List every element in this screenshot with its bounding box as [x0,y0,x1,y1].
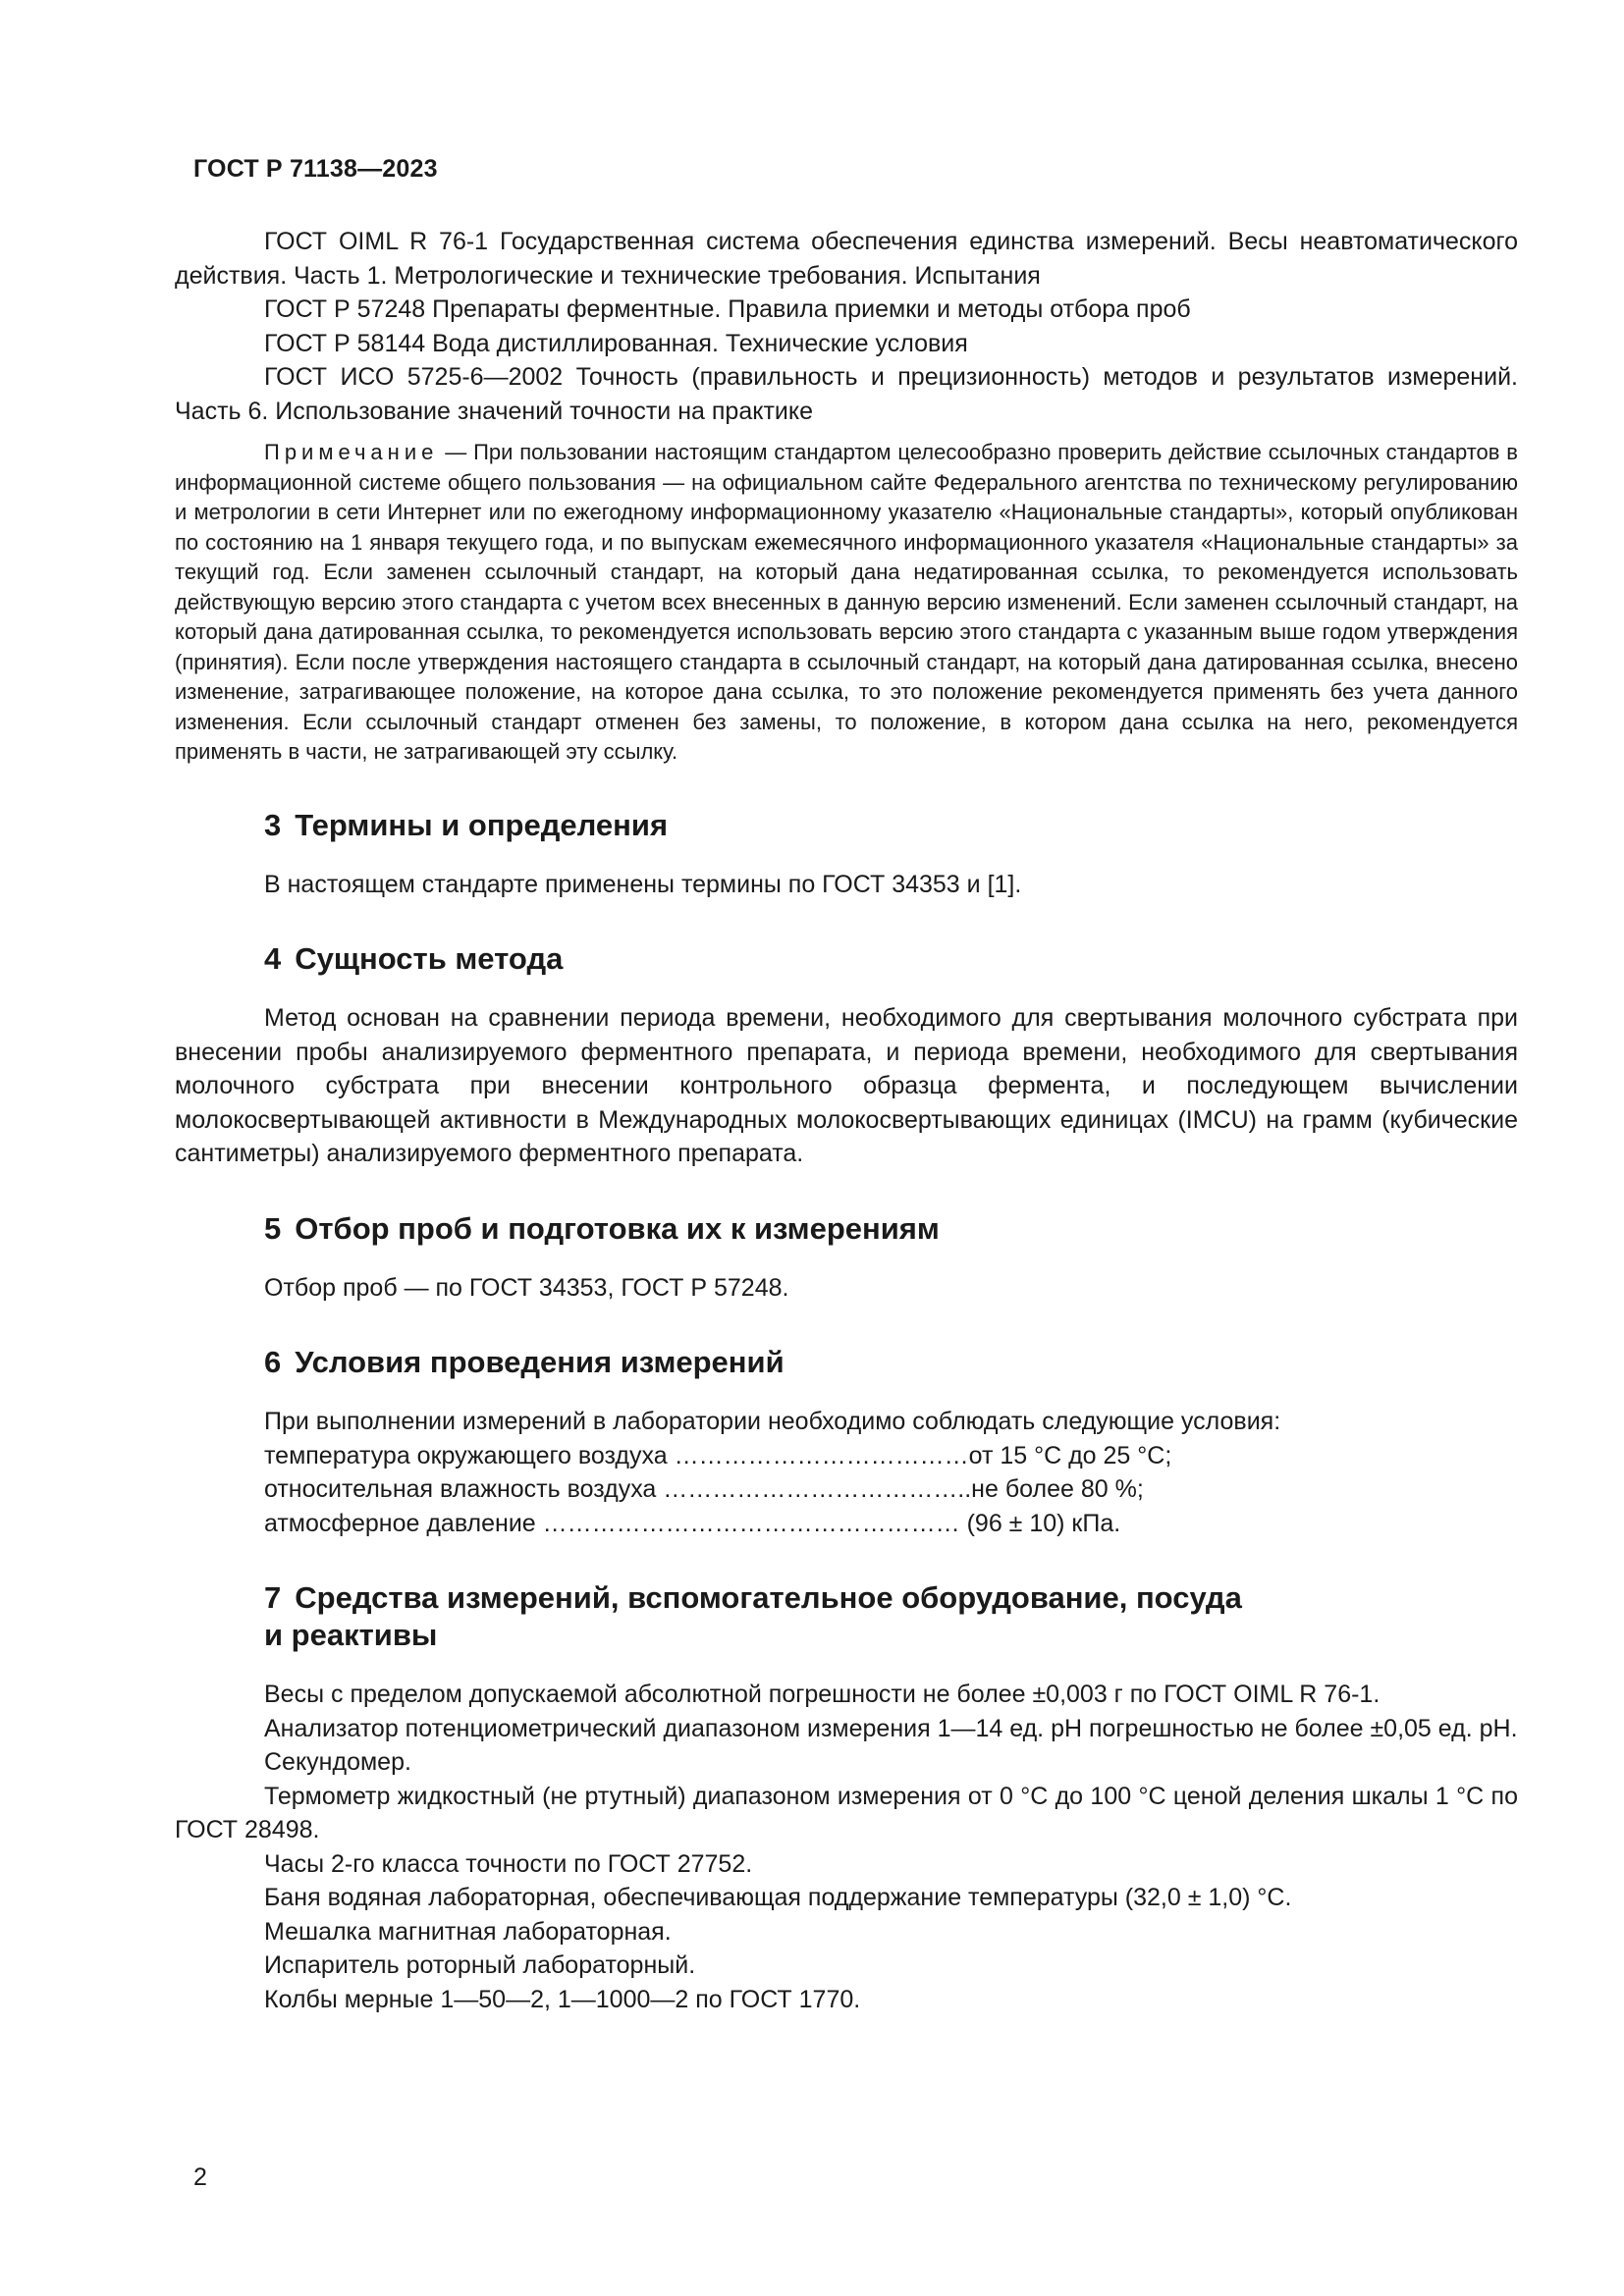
section-4-text: Метод основан на сравнении периода времени, необходимого для свертывания молочного субстрата при внесении пробы анализируемого ферментного препарата, и периода времени, необходимого для свертывания молочного субстрата при внесении контрольного образца фермента, и последующем вычислении молокосвертывающей активности в Международных молокосвертывающих единицах (IMCU) на грамм (кубические сантиметры) анализируемого ферментного препарата. [175,1004,1518,1167]
condition-item: относительная влажность воздуха ………………………………..не более 80 %; [264,1475,1144,1503]
section-title: Сущность метода [295,941,564,976]
section-title: Средства измерений, вспомогательное оборудование, посуда [295,1580,1242,1615]
section-number: 7 [264,1580,282,1615]
equipment-item: Баня водяная лабораторная, обеспечивающая поддержание температуры (32,0 ± 1,0) °С. [264,1884,1292,1911]
equipment-item: Испаритель роторный лабораторный. [264,1951,696,1979]
equipment-item: Термометр жидкостный (не ртутный) диапазоном измерения от 0 °С до 100 °С ценой деления шкалы 1 °С по ГОСТ 28498. [175,1782,1518,1843]
equipment-list [175,1678,1518,2016]
section-5-heading [175,1210,1518,1248]
section-5-text: Отбор проб — по ГОСТ 34353, ГОСТ Р 57248. [264,1273,789,1302]
section-number: 3 [264,807,282,842]
reference-item: ГОСТ Р 58144 Вода дистиллированная. Технические условия [264,329,968,357]
document-header: ГОСТ Р 71138—2023 [193,155,438,183]
section-4-heading [175,940,1518,978]
note-label: Примечание [264,440,439,464]
section-3-text: В настоящем стандарте применены термины по ГОСТ 34353 и [1]. [264,870,1022,898]
section-3-heading [175,807,1518,844]
condition-item: атмосферное давление …………………………………………… (96 ± 10) кПа. [264,1509,1121,1537]
section-number: 6 [264,1345,282,1379]
reference-item: ГОСТ Р 57248 Препараты ферментные. Правила приемки и методы отбора проб [264,295,1191,323]
section-title-continued: и реактивы [264,1618,438,1652]
section-title: Отбор проб и подготовка их к измерениям [295,1210,940,1246]
section-6-heading [175,1344,1518,1381]
equipment-item: Анализатор потенциометрический диапазоном измерения 1—14 ед. рН погрешностью не более ±0,05 ед. рН. [264,1714,1518,1742]
section-7-heading [175,1579,1518,1654]
reference-item: ГОСТ ИСО 5725-6—2002 Точность (правильность и прецизионность) методов и результатов измерений. Часть 6. Использование значений точности на практике [175,363,1518,425]
section-6-intro: При выполнении измерений в лаборатории необходимо соблюдать следующие условия: [264,1408,1281,1435]
equipment-item: Колбы мерные 1—50—2, 1—1000—2 по ГОСТ 1770. [264,1985,861,2013]
note-paragraph [175,438,1518,768]
equipment-item: Секундомер. [264,1748,411,1776]
equipment-item: Мешалка магнитная лабораторная. [264,1917,672,1946]
equipment-item: Весы с пределом допускаемой абсолютной погрешности не более ±0,003 г по ГОСТ OIML R 76-1. [264,1681,1380,1708]
section-title: Термины и определения [295,807,669,842]
reference-item: ГОСТ OIML R 76-1 Государственная система обеспечения единства измерений. Весы неавтоматического действия. Часть 1. Метрологические и технические требования. Испытания [175,228,1518,290]
conditions-list [175,1439,1518,1541]
page-content [175,225,1518,2016]
equipment-item: Часы 2-го класса точности по ГОСТ 27752. [264,1849,753,1878]
references-list [175,225,1518,428]
note-text: — При пользовании настоящим стандартом целесообразно проверить действие ссылочных стандартов в информационной системе общего пользования — на официальном сайте Федерального агентства по техническому регулированию и метрологии в сети Интернет или по ежегодному информационному указателю «Национальные стандарты», который опубликован по состоянию на 1 января текущего года, и по выпускам ежемесячного информационного указателя «Национальные стандарты» за текущий год. Если заменен ссылочный стандарт, на который дана недатированная ссылка, то рекомендуется использовать действующую версию этого стандарта с учетом всех внесенных в данную версию изменений. Если заменен ссылочный стандарт, на который дана датированная ссылка, то рекомендуется использовать версию этого стандарта с указанным выше годом утверждения (принятия). Если после утверждения настоящего стандарта в ссылочный стандарт, на который дана датированная ссылка, внесено изменение, затрагивающее положение, на которое дана ссылка, то это положение рекомендуется применять без учета данного изменения. Если ссылочный стандарт отменен без замены, то положение, в котором дана ссылка на него, рекомендуется применять в части, не затрагивающей эту ссылку. [175,440,1518,764]
section-number: 5 [264,1210,282,1246]
condition-item: температура окружающего воздуха ………………………………от 15 °С до 25 °С; [264,1441,1172,1469]
section-number: 4 [264,941,282,976]
page-number: 2 [193,2163,207,2191]
section-title: Условия проведения измерений [295,1345,785,1379]
